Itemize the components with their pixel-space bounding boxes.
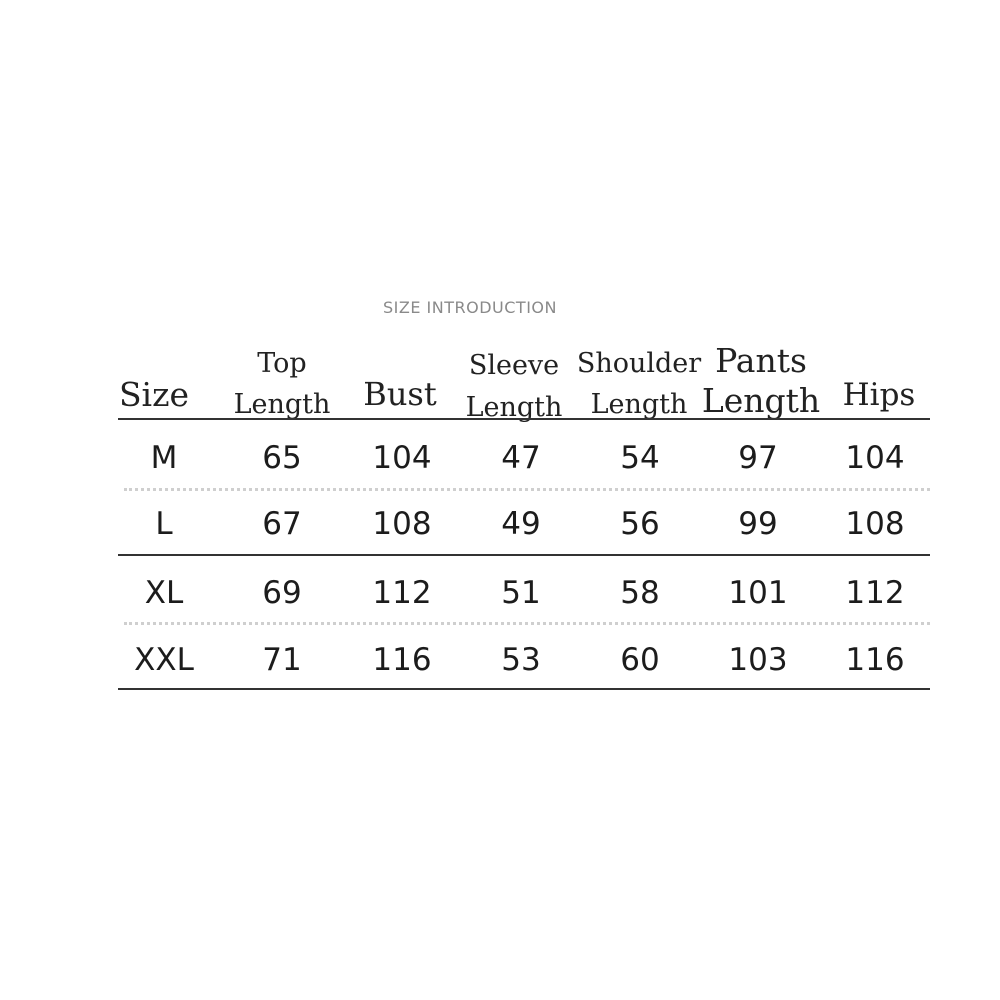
header-shoulder-length: [570, 343, 708, 425]
table-cell: 108: [845, 506, 905, 542]
table-cell: 54: [620, 440, 660, 476]
header-hips-line1: Hips: [842, 377, 916, 413]
table-cell: 65: [262, 440, 302, 476]
header-top-length-line2: Length: [233, 389, 331, 420]
table-bottom-rule: [118, 688, 930, 690]
table-cell: 67: [262, 506, 302, 542]
table-cell: 103: [728, 642, 788, 678]
header-top-length-line1: Top: [257, 348, 307, 379]
table-cell: 49: [501, 506, 541, 542]
table-row-xxl: [118, 630, 930, 690]
header-bust-line1: Bust: [363, 375, 437, 413]
table-cell: 58: [620, 575, 660, 611]
table-row-m: [118, 428, 930, 488]
header-sleeve-length: [458, 345, 570, 429]
table-cell: XL: [144, 575, 184, 611]
table-cell: 71: [262, 642, 302, 678]
header-pants-length: [700, 341, 822, 421]
table-cell: 69: [262, 575, 302, 611]
header-pants-length-line1: Pants: [715, 341, 807, 380]
table-cell: M: [150, 440, 178, 476]
header-size: [118, 375, 190, 414]
header-size-line1: Size: [118, 375, 190, 414]
table-cell: 108: [372, 506, 432, 542]
table-row-xl: [118, 563, 930, 623]
row-divider-solid: [118, 554, 930, 556]
table-cell: 101: [728, 575, 788, 611]
table-cell: 116: [372, 642, 432, 678]
header-top-length: [224, 343, 340, 425]
header-hips: [836, 377, 922, 413]
table-cell: L: [155, 506, 173, 542]
table-cell: 97: [738, 440, 778, 476]
table-cell: 51: [501, 575, 541, 611]
table-cell: 104: [845, 440, 905, 476]
table-cell: 47: [501, 440, 541, 476]
table-cell: XXL: [134, 642, 194, 678]
header-sleeve-length-line1: Sleeve: [468, 350, 560, 381]
table-cell: 56: [620, 506, 660, 542]
row-divider-dotted: [124, 622, 930, 625]
header-sleeve-length-line2: Length: [465, 392, 563, 423]
table-cell: 112: [372, 575, 432, 611]
table-cell: 104: [372, 440, 432, 476]
table-cell: 60: [620, 642, 660, 678]
table-cell: 53: [501, 642, 541, 678]
header-pants-length-line2: Length: [701, 381, 821, 420]
header-shoulder-length-line1: Shoulder: [576, 348, 702, 379]
table-cell: 112: [845, 575, 905, 611]
header-shoulder-length-line2: Length: [590, 389, 688, 420]
row-divider-dotted: [124, 488, 930, 491]
table-cell: 99: [738, 506, 778, 542]
header-divider: [118, 418, 930, 420]
header-bust: [350, 375, 450, 413]
table-row-l: [118, 494, 930, 554]
size-chart-title: SIZE INTRODUCTION: [383, 298, 557, 317]
table-header: [118, 335, 930, 423]
table-cell: 116: [845, 642, 905, 678]
